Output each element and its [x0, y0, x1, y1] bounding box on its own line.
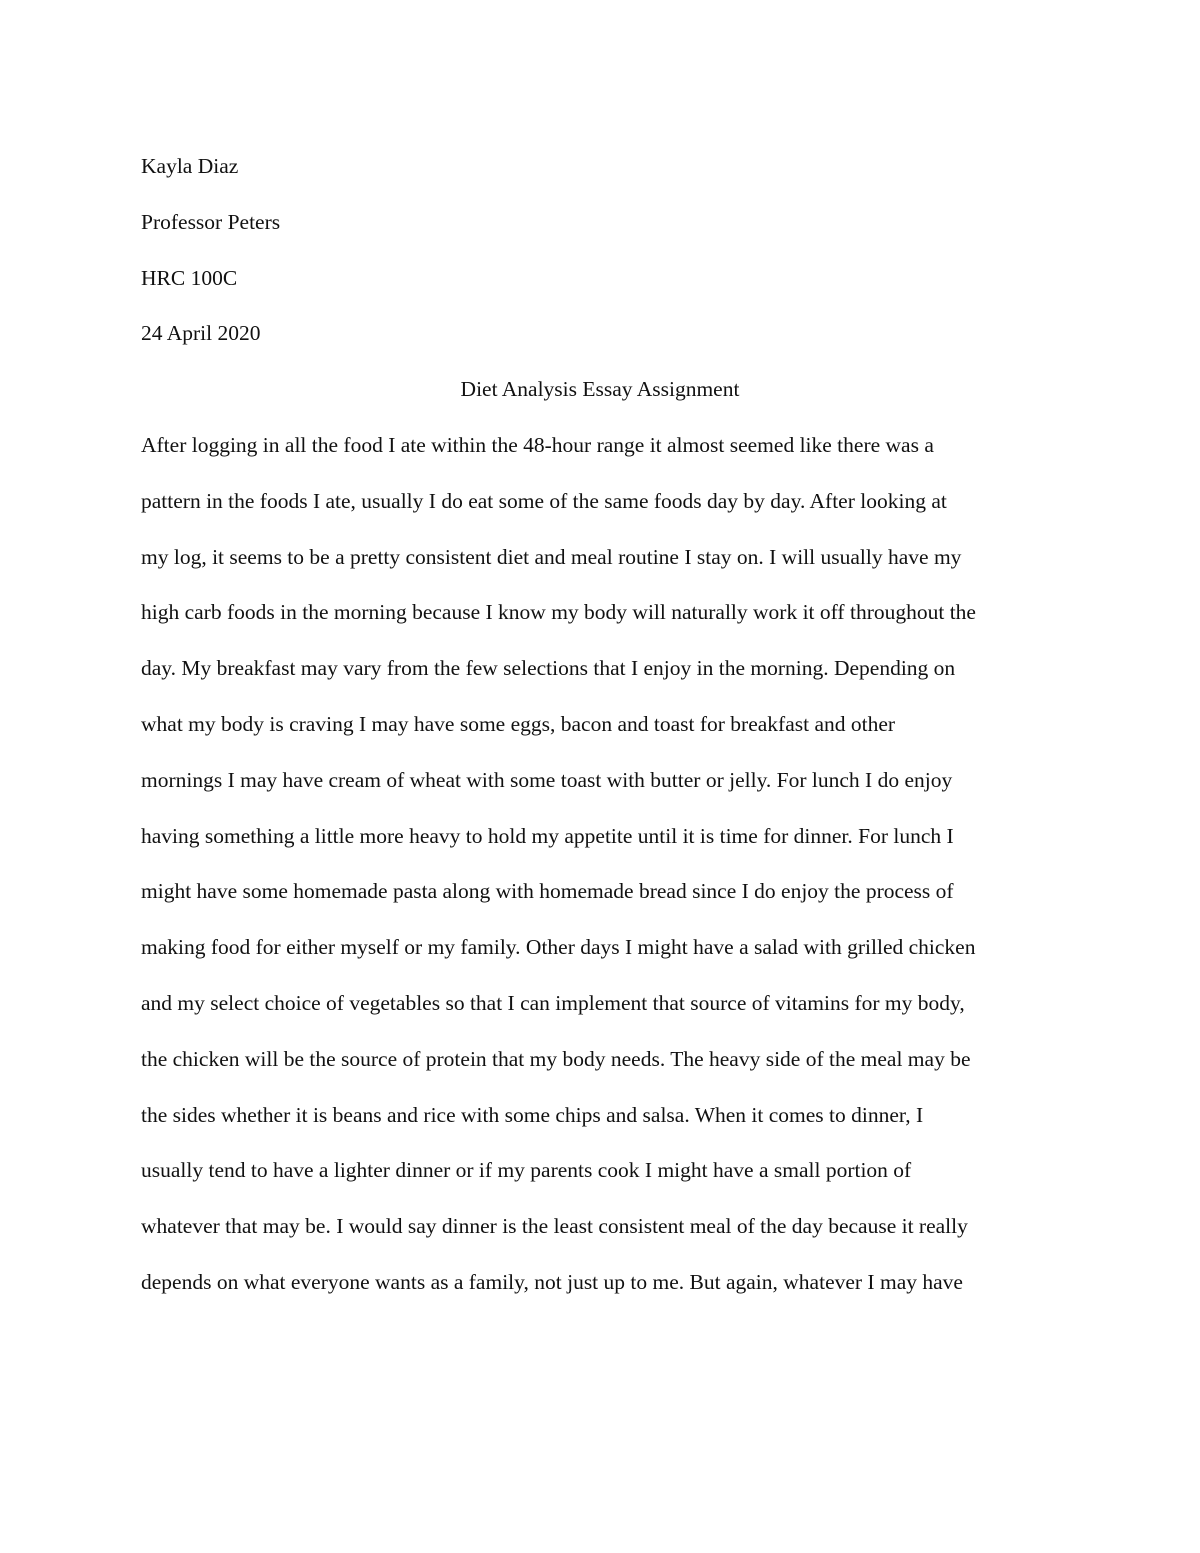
body-line: the sides whether it is beans and rice with some chips and salsa. When it comes to dinner, I [141, 1102, 924, 1127]
body-line: might have some homemade pasta along with homemade bread since I do enjoy the process of [141, 879, 954, 904]
body-line: having something a little more heavy to hold my appetite until it is time for dinner. For lunch I [141, 823, 954, 848]
body-line: After logging in all the food I ate within the 48-hour range it almost seemed like there was a [141, 432, 934, 457]
body-line: depends on what everyone wants as a family, not just up to me. But again, whatever I may have [141, 1269, 963, 1294]
body-line: high carb foods in the morning because I know my body will naturally work it off throughout the [141, 600, 976, 625]
essay-content [141, 139, 1059, 1311]
body-line: pattern in the foods I ate, usually I do eat some of the same foods day by day. After looking at [141, 488, 947, 513]
instructor-name: Professor Peters [141, 209, 281, 234]
body-line: the chicken will be the source of protein that my body needs. The heavy side of the meal may be [141, 1046, 971, 1071]
essay-title: Diet Analysis Essay Assignment [460, 377, 740, 402]
body-line: my log, it seems to be a pretty consistent diet and meal routine I stay on. I will usually have my [141, 544, 962, 569]
author-name: Kayla Diaz [141, 154, 239, 178]
body-line: whatever that may be. I would say dinner is the least consistent meal of the day because it really [141, 1214, 968, 1239]
body-line: day. My breakfast may vary from the few selections that I enjoy in the morning. Depending on [141, 656, 956, 681]
body-line: what my body is craving I may have some eggs, bacon and toast for breakfast and other [141, 711, 896, 736]
essay-body [141, 418, 1059, 1311]
body-line: mornings I may have cream of wheat with some toast with butter or jelly. For lunch I do enjoy [141, 767, 953, 792]
body-line: making food for either myself or my family. Other days I might have a salad with grilled chicken [141, 935, 976, 960]
body-line: and my select choice of vegetables so that I can implement that source of vitamins for my body, [141, 990, 965, 1015]
course-code: HRC 100C [141, 265, 238, 290]
body-line: usually tend to have a lighter dinner or if my parents cook I might have a small portion of [141, 1158, 912, 1183]
essay-date: 24 April 2020 [141, 321, 261, 346]
